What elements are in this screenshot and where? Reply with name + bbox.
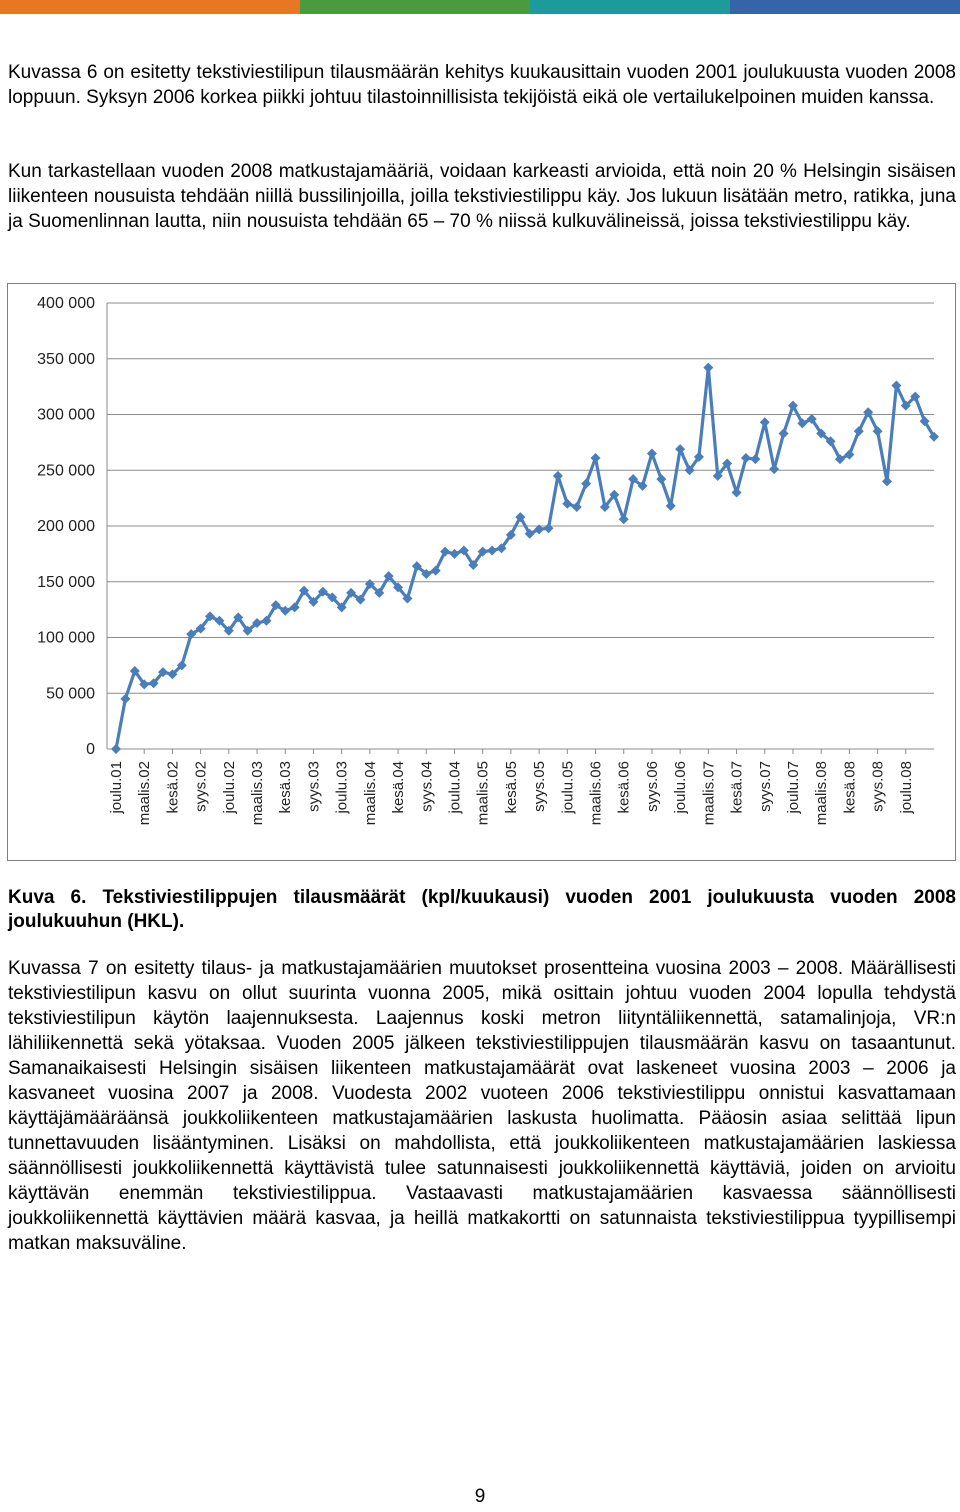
data-point bbox=[741, 453, 751, 463]
x-tick-label: syys.05 bbox=[531, 761, 549, 812]
series-line bbox=[116, 368, 934, 749]
header-bar-blue bbox=[730, 0, 960, 14]
header-bar-green bbox=[300, 0, 530, 14]
x-tick-label: maalis.02 bbox=[136, 761, 154, 826]
x-tick-label: joulu.03 bbox=[333, 761, 351, 814]
x-tick-label: maalis.04 bbox=[361, 761, 379, 826]
y-tick-label: 350 000 bbox=[37, 350, 95, 368]
x-tick-label: joulu.06 bbox=[672, 761, 690, 814]
x-tick-label: joulu.02 bbox=[220, 761, 238, 814]
paragraph-changes: Kuvassa 7 on esitetty tilaus- ja matkustajamäärien muutokset prosentteina vuosina 2003 – 2008. Määrällisesti tekstiviestilipun kasvu on ollut suurinta vuonna 2005, mikä osittain johtuu vuoden 2004 lopulla tehdystä tekstiviestilipun käytön laajennuksesta. Laajennus koski metron liityntäliikennettä, satamalinjoja, VR:n lähiliikennettä sekä yötaksaa. Vuoden 2005 jälkeen tekstiviestilippujen tilausmäärän kasvu on tasaantunut. Samanaikaisesti Helsingin sisäisen liikenteen matkustajamäärät ovat laskeneet vuosina 2003 – 2006 ja kasvaneet vuosina 2007 ja 2008. Vuodesta 2002 vuoteen 2006 tekstiviestilippu onnistui kasvattamaan käyttäjämääräänsä joukkoliikenteen matkustajamäärien laskusta huolimatta. Pääosin asiaa selittää lipun tunnettavuuden lisääntyminen. Lisäksi on mahdollista, että joukkoliikenteen matkustajamäärien laskiessa säännöllisesti joukkoliikennettä käyttävistä tulee satunnaisesti joukkoliikennettä käyttäviä, joiden on arvioitu käyttävän enemmän tekstiviestilippua. Vastaavasti matkustajamäärien kasvaessa säännöllisesti joukkoliikennettä käyttävien määrä kasvaa, ja heillä matkakortti on satunnaista tekstiviestilippua tyypillisempi matkan maksuväline. bbox=[8, 958, 956, 1254]
y-tick-label: 0 bbox=[86, 741, 95, 758]
x-tick-label: kesä.02 bbox=[164, 761, 182, 814]
x-tick-label: syys.06 bbox=[643, 761, 661, 812]
x-tick-label: maalis.08 bbox=[813, 761, 831, 826]
data-point bbox=[487, 546, 497, 556]
x-tick-label: kesä.06 bbox=[615, 761, 633, 814]
data-point bbox=[844, 450, 854, 460]
data-point bbox=[656, 474, 666, 484]
data-point bbox=[891, 381, 901, 391]
y-tick-label: 200 000 bbox=[37, 518, 95, 535]
x-tick-label: kesä.03 bbox=[277, 761, 295, 814]
x-tick-label: joulu.05 bbox=[559, 761, 577, 814]
data-point bbox=[111, 744, 121, 754]
data-point bbox=[619, 514, 629, 524]
data-point bbox=[666, 501, 676, 511]
y-tick-label: 100 000 bbox=[37, 629, 95, 647]
paragraph-passenger-share: Kun tarkastellaan vuoden 2008 matkustajamääriä, voidaan karkeasti arvioida, että noin 20 % Helsingin sisäisen liikenteen nousuista tehdään niillä bussilinjoilla, joilla tekstiviestilippu käy. Jos lukuun lisätään metro, ratikka, juna ja Suomenlinnan lautta, niin nousuista tehdään 65 – 70 % niissä kulkuvälineissä, joissa tekstiviestilippu käy. bbox=[8, 161, 956, 232]
data-point bbox=[703, 363, 713, 373]
y-tick-label: 250 000 bbox=[37, 462, 95, 480]
line-chart bbox=[8, 284, 954, 859]
data-point bbox=[882, 476, 892, 486]
x-tick-label: kesä.07 bbox=[728, 761, 746, 814]
page-number: 9 bbox=[474, 1486, 486, 1507]
data-point bbox=[572, 502, 582, 512]
data-point bbox=[779, 428, 789, 438]
chart-figure bbox=[7, 283, 956, 861]
x-tick-label: joulu.07 bbox=[784, 761, 802, 814]
x-tick-label: kesä.04 bbox=[390, 761, 408, 814]
data-point bbox=[449, 549, 459, 559]
data-point bbox=[760, 417, 770, 427]
data-point bbox=[591, 453, 601, 463]
y-tick-label: 400 000 bbox=[37, 295, 95, 312]
data-point bbox=[581, 479, 591, 489]
data-point bbox=[544, 523, 554, 533]
x-tick-label: syys.07 bbox=[756, 761, 774, 812]
x-tick-label: syys.08 bbox=[869, 761, 887, 812]
paragraph-intro: Kuvassa 6 on esitetty tekstiviestilipun tilausmäärän kehitys kuukausittain vuoden 2001 joulukuusta vuoden 2008 loppuun. Syksyn 2006 korkea piikki johtuu tilastoinnillisista tekijöistä eikä ole vertailukelpoinen muiden kanssa. bbox=[8, 62, 956, 108]
header-bar-orange bbox=[0, 0, 300, 14]
y-tick-label: 50 000 bbox=[46, 685, 95, 703]
x-tick-label: joulu.04 bbox=[446, 761, 464, 814]
x-tick-label: maalis.07 bbox=[700, 761, 718, 826]
x-tick-label: syys.02 bbox=[192, 761, 210, 812]
x-tick-label: syys.04 bbox=[418, 761, 436, 812]
data-point bbox=[562, 499, 572, 509]
data-point bbox=[675, 444, 685, 454]
x-tick-label: kesä.08 bbox=[841, 761, 859, 814]
data-point bbox=[120, 694, 130, 704]
header-bar-teal bbox=[530, 0, 730, 14]
x-tick-label: maalis.06 bbox=[587, 761, 605, 826]
data-point bbox=[769, 464, 779, 474]
data-point bbox=[750, 454, 760, 464]
y-tick-label: 150 000 bbox=[37, 573, 95, 591]
x-tick-label: kesä.05 bbox=[502, 761, 520, 814]
y-tick-label: 300 000 bbox=[37, 406, 95, 424]
data-point bbox=[732, 488, 742, 498]
x-tick-label: maalis.05 bbox=[474, 761, 492, 826]
data-point bbox=[647, 449, 657, 459]
x-tick-label: joulu.08 bbox=[897, 761, 915, 814]
x-tick-label: syys.03 bbox=[305, 761, 323, 812]
header-color-bar bbox=[0, 0, 960, 14]
x-tick-label: joulu.01 bbox=[108, 761, 125, 814]
data-point bbox=[553, 471, 563, 481]
figure-caption: Kuva 6. Tekstiviestilippujen tilausmäärät (kpl/kuukausi) vuoden 2001 joulukuusta vuoden 2008 joulukuuhun (HKL). bbox=[8, 887, 956, 932]
x-tick-label: maalis.03 bbox=[249, 761, 267, 826]
